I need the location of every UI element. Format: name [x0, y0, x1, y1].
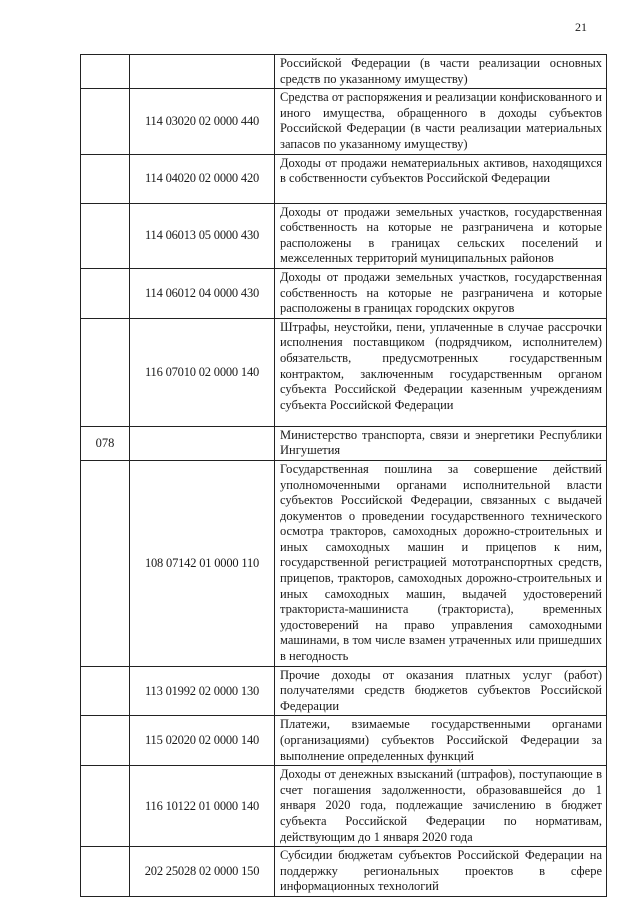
revenue-description-cell: Штрафы, неустойки, пени, уплаченные в случае рассрочки исполнения поставщиком (подрядчиком, исполнителем) обязательств, предусмотренных государственным контрактом, заключенным государственным органом субъекта Российской Федерации казенным учреждениям субъекта Российской Федерации [275, 318, 607, 426]
admin-code-cell [81, 716, 130, 766]
revenue-code-cell: 114 06013 05 0000 430 [130, 203, 275, 268]
admin-code-cell [81, 847, 130, 897]
revenue-description-cell: Доходы от денежных взысканий (штрафов), поступающие в счет погашения задолженности, образовавшейся до 1 января 2020 года, подлежащие зачислению в бюджет субъекта Российской Федерации по нормативам, действующим до 1 января 2020 года [275, 766, 607, 847]
admin-code-cell [81, 154, 130, 203]
revenue-description-cell: Средства от распоряжения и реализации конфискованного и иного имущества, обращенного в доходы субъектов Российской Федерации (в части реализации материальных запасов по указанному имуществу) [275, 89, 607, 154]
revenue-code-cell: 114 06012 04 0000 430 [130, 268, 275, 318]
revenue-description-cell: Субсидии бюджетам субъектов Российской Федерации на поддержку региональных проектов в сфере информационных технологий [275, 847, 607, 897]
revenue-code-cell: 114 03020 02 0000 440 [130, 89, 275, 154]
admin-code-cell [81, 55, 130, 89]
revenue-code-cell [130, 55, 275, 89]
revenue-code-cell: 116 07010 02 0000 140 [130, 318, 275, 426]
table-row [81, 666, 607, 716]
admin-code-cell [81, 766, 130, 847]
revenue-description-cell: Доходы от продажи нематериальных активов, находящихся в собственности субъектов Российской Федерации [275, 154, 607, 203]
table-row [81, 847, 607, 897]
table-row [81, 55, 607, 89]
revenue-description-cell: Российской Федерации (в части реализации основных средств по указанному имуществу) [275, 55, 607, 89]
table-row [81, 203, 607, 268]
revenue-code-cell: 114 04020 02 0000 420 [130, 154, 275, 203]
admin-code-cell [81, 460, 130, 666]
revenue-code-cell: 115 02020 02 0000 140 [130, 716, 275, 766]
admin-code-cell: 078 [81, 426, 130, 460]
revenue-code-cell: 113 01992 02 0000 130 [130, 666, 275, 716]
admin-code-cell [81, 666, 130, 716]
revenue-description-cell: Доходы от продажи земельных участков, государственная собственность на которые не разграничена и которые расположены в границах сельских поселений и межселенных территорий муниципальных районов [275, 203, 607, 268]
table-row [81, 89, 607, 154]
page-number: 21 [575, 20, 587, 34]
table-row [81, 766, 607, 847]
revenue-code-table [80, 54, 607, 897]
table-row [81, 716, 607, 766]
table-row [81, 460, 607, 666]
revenue-code-cell: 202 25028 02 0000 150 [130, 847, 275, 897]
table-row [81, 268, 607, 318]
revenue-description-cell: Министерство транспорта, связи и энергетики Республики Ингушетия [275, 426, 607, 460]
revenue-description-cell: Платежи, взимаемые государственными органами (организациями) субъектов Российской Федерации за выполнение определенных функций [275, 716, 607, 766]
revenue-description-cell: Доходы от продажи земельных участков, государственная собственность на которые не разграничена и которые расположены в границах городских округов [275, 268, 607, 318]
admin-code-cell [81, 89, 130, 154]
revenue-description-cell: Прочие доходы от оказания платных услуг (работ) получателями средств бюджетов субъектов Российской Федерации [275, 666, 607, 716]
revenue-code-cell: 116 10122 01 0000 140 [130, 766, 275, 847]
admin-code-cell [81, 318, 130, 426]
revenue-description-cell: Государственная пошлина за совершение действий уполномоченными органами исполнительной власти субъектов Российской Федерации, связанных с выдачей документов о проведении государственного технического осмотра тракторов, самоходных дорожно-строительных и иных самоходных машин и прицепов к ним, государственной регистрацией мототранспортных средств, прицепов, тракторов, самоходных дорожно-строительных и иных самоходных машин, выдачей удостоверений тракториста-машиниста (тракториста), временных удостоверений на право управления самоходными машинами, в том числе взамен утраченных или пришедших в негодность [275, 460, 607, 666]
revenue-code-cell: 108 07142 01 0000 110 [130, 460, 275, 666]
admin-code-cell [81, 203, 130, 268]
admin-code-cell [81, 268, 130, 318]
table-row [81, 318, 607, 426]
table-row [81, 426, 607, 460]
revenue-code-cell [130, 426, 275, 460]
table-row [81, 154, 607, 203]
